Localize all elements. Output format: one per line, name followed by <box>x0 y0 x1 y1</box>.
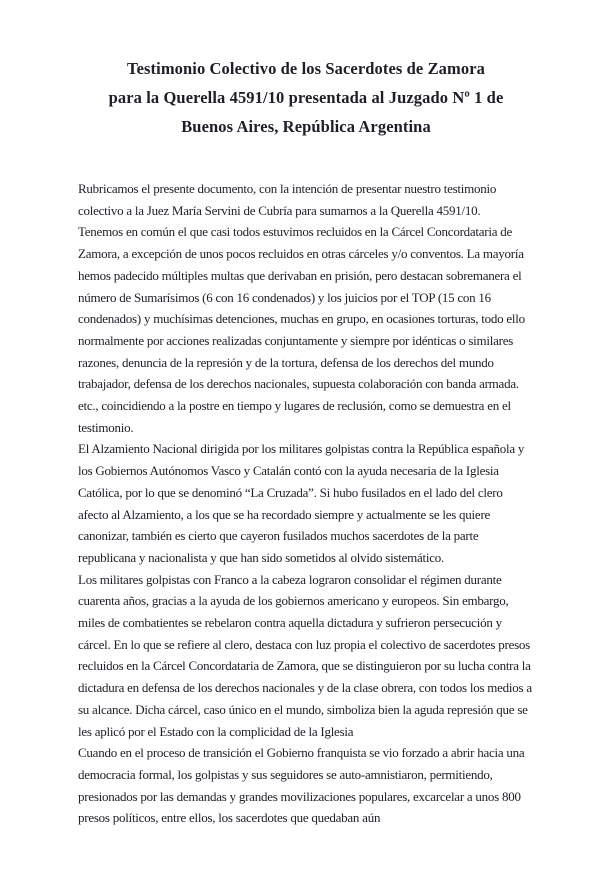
body-text-line: Rubricamos el presente documento, con la intención de presentar nuestro testimonio <box>78 181 497 196</box>
body-text-line: Zamora, a excepción de unos pocos recluidos en otras cárceles y/o conventos. La mayoría <box>78 246 524 262</box>
body-text-line: republicana y nacionalista y que han sido sometidos al olvido sistemático. <box>78 549 444 565</box>
body-text-line: Cuando en el proceso de transición el Gobierno franquista se vio forzado a abrir hacia una <box>78 745 525 761</box>
body-text-line: canonizar, también es cierto que cayeron fusilados muchos sacerdotes de la parte <box>78 528 479 544</box>
body-text-line: dictadura en defensa de los derechos nacionales y de la clase obrera, con todos los medios a <box>78 680 532 696</box>
body-text-line: testimonio. <box>78 419 134 435</box>
body-text-line: Tenemos en común el que casi todos estuvimos recluidos en la Cárcel Concordataria de <box>78 224 513 240</box>
body-text-line: presos políticos, entre ellos, los sacerdotes que quedaban aún <box>78 810 381 826</box>
body-text-line: su alcance. Dicha cárcel, caso único en el mundo, simboliza bien la aguda represión que se <box>78 701 528 717</box>
body-text-line: colectivo a la Juez María Servini de Cubría para sumarnos a la Querella 4591/10. <box>78 202 481 218</box>
title-line: Testimonio Colectivo de los Sacerdotes de Zamora <box>127 59 485 78</box>
body-text-line: número de Sumarísimos (6 con 16 condenados) y los juicios por el TOP (15 con 16 <box>78 289 491 305</box>
body-text-line: presionados por las demandas y grandes movilizaciones populares, excarcelar a unos 800 <box>78 788 521 804</box>
body-text-line: cárcel. En lo que se refiere al clero, destaca con luz propia el colectivo de sacerdotes presos <box>78 636 530 652</box>
body-text-line: Católica, por lo que se denominó “La Cruzada”. Si hubo fusilados en el lado del clero <box>78 484 503 500</box>
body-text-line: normalmente por acciones realizadas conjuntamente y siempre por idénticas o similares <box>78 332 514 348</box>
body-text-line: condenados) y muchísimas detenciones, muchas en grupo, en ocasiones torturas, todo ello <box>78 311 525 327</box>
body-text-line: los Gobiernos Autónomos Vasco y Catalán contó con la ayuda necesaria de la Iglesia <box>78 463 499 479</box>
title-line: Buenos Aires, República Argentina <box>181 117 431 136</box>
document-body <box>78 178 538 829</box>
body-text-line: Los militares golpistas con Franco a la cabeza lograron consolidar el régimen durante <box>78 571 502 587</box>
body-text-line: miles de combatientes se rebelaron contra aquella dictadura y sufrieron persecución y <box>78 615 502 631</box>
title-line: para la Querella 4591/10 presentada al Juzgado Nº 1 de <box>108 88 504 107</box>
body-text-line: etc., coincidiendo a la postre en tiempo y lugares de reclusión, como se demuestra en el <box>78 398 511 414</box>
body-text-line: afecto al Alzamiento, a los que se ha recordado siempre y actualmente se les quiere <box>78 506 491 522</box>
body-text-line: recluidos en la Cárcel Concordataria de Zamora, que se distinguieron por su lucha contra la <box>78 658 531 674</box>
body-text-line: trabajador, defensa de los derechos nacionales, supuesta colaboración con banda armada. <box>78 376 519 392</box>
body-text-line: les aplicó por el Estado con la complicidad de la Iglesia <box>78 723 354 739</box>
body-text-line: cuarenta años, gracias a la ayuda de los gobiernos americano y europeos. Sin embargo, <box>78 593 509 609</box>
document-title <box>0 54 612 141</box>
body-text-line: razones, denuncia de la represión y de la tortura, defensa de los derechos del mundo <box>78 354 494 370</box>
body-text-line: democracia formal, los golpistas y sus seguidores se auto-amnistiaron, permitiendo, <box>78 766 493 782</box>
body-text-line: El Alzamiento Nacional dirigida por los militares golpistas contra la República española y <box>78 441 525 457</box>
body-text-line: hemos padecido múltiples multas que derivaban en prisión, pero destacan sobremanera el <box>78 267 522 283</box>
